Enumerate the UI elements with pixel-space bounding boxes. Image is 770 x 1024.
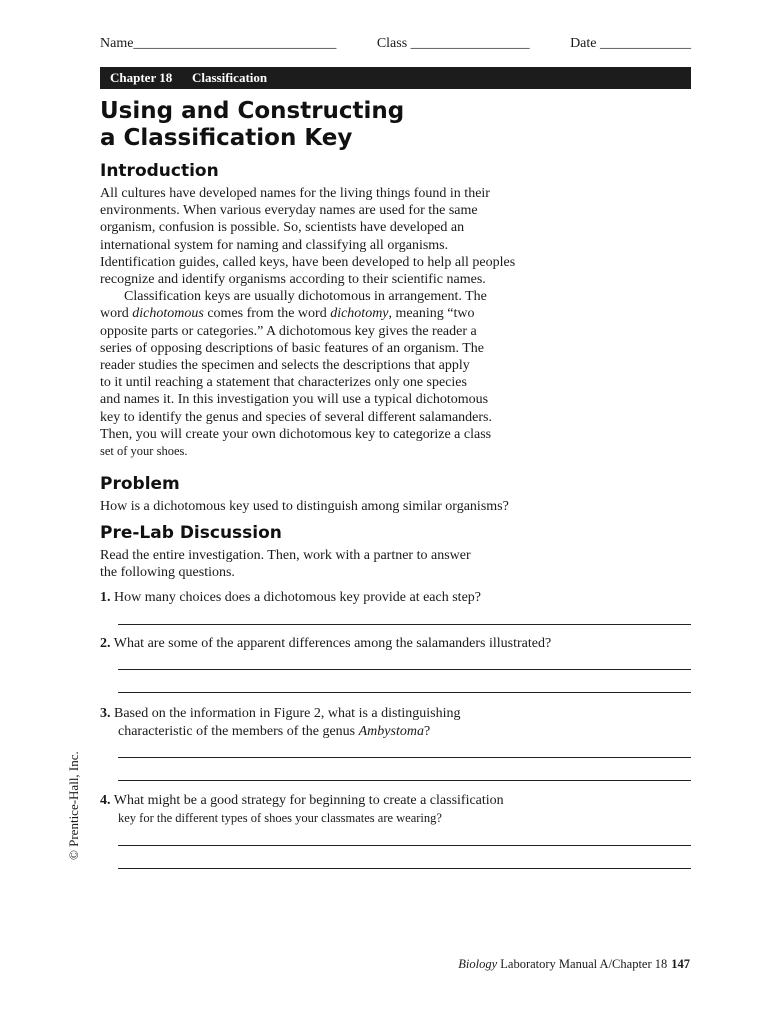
answer-line-3a[interactable] — [118, 757, 691, 758]
answer-line-1a[interactable] — [118, 624, 691, 625]
intro-line: key to identify the genus and species of several different salamanders. — [100, 409, 492, 425]
title-line-2: a Classification Key — [100, 125, 353, 151]
intro-line: word dichotomous comes from the word dichotomy, meaning “two — [100, 306, 475, 322]
answer-line-2b[interactable] — [118, 692, 691, 693]
prelab-intro-line: the following questions. — [100, 565, 235, 581]
problem-text — [100, 498, 691, 515]
question-number: 2. — [100, 636, 111, 651]
answer-line-4b[interactable] — [118, 868, 691, 869]
question-2 — [100, 635, 691, 653]
answer-line-2a[interactable] — [118, 669, 691, 670]
intro-line: All cultures have developed names for the living things found in their — [100, 186, 490, 201]
question-number: 3. — [100, 706, 111, 721]
intro-line: environments. When various everyday names are used for the same — [100, 203, 478, 219]
intro-line: Classification keys are usually dichotomous in arrangement. The — [124, 289, 487, 305]
chapter-banner — [100, 67, 691, 89]
class-field[interactable]: Class _________________ — [376, 36, 530, 51]
intro-line: opposite parts or categories.” A dichotomous key gives the reader a — [100, 323, 477, 339]
question-text-line-2: characteristic of the members of the genus Ambystoma? — [118, 723, 431, 739]
prelab-intro — [100, 547, 580, 581]
chapter-title: Classification — [192, 70, 268, 85]
intro-line: organism, confusion is possible. So, scientists have developed an — [100, 220, 465, 236]
intro-line: and names it. In this investigation you will use a typical dichotomous — [100, 392, 489, 408]
copyright-notice: © Prentice-Hall, Inc. — [66, 751, 81, 860]
intro-line: to it until reaching a statement that characterizes only one species — [100, 375, 467, 391]
introduction-text — [100, 185, 580, 460]
problem-heading: Problem — [100, 474, 180, 494]
intro-line: recognize and identify organisms according to their scientific names. — [100, 272, 486, 288]
footer-book-title: Biology — [458, 957, 498, 971]
name-field[interactable]: Name_____________________________ — [100, 36, 337, 51]
question-number: 4. — [100, 793, 111, 808]
title-line-1: Using and Constructing — [100, 98, 405, 124]
prelab-heading: Pre-Lab Discussion — [100, 523, 282, 543]
prelab-intro-line: Read the entire investigation. Then, work with a partner to answer — [100, 548, 471, 563]
question-text: What are some of the apparent differences among the salamanders illustrated? — [113, 636, 552, 651]
page-title — [100, 98, 520, 152]
intro-line: Then, you will create your own dichotomous key to categorize a class — [100, 426, 492, 442]
question-number: 1. — [100, 590, 111, 605]
question-text: Based on the information in Figure 2, what is a distinguishing — [114, 706, 461, 721]
intro-line: set of your shoes. — [100, 444, 188, 459]
question-text: What might be a good strategy for beginning to create a classification — [113, 793, 504, 808]
intro-line: reader studies the specimen and selects the descriptions that apply — [100, 358, 470, 374]
page-footer — [458, 957, 690, 972]
chapter-number: Chapter 18 — [110, 70, 173, 85]
question-4 — [100, 792, 691, 827]
date-field[interactable]: Date _____________ — [570, 36, 691, 51]
intro-line: series of opposing descriptions of basic features of an organism. The — [100, 340, 485, 356]
answer-line-3b[interactable] — [118, 780, 691, 781]
question-text-line-2: key for the different types of shoes your classmates are wearing? — [118, 810, 442, 825]
intro-line: Identification guides, called keys, have been developed to help all peoples — [100, 254, 516, 270]
intro-line: international system for naming and classifying all organisms. — [100, 237, 449, 253]
question-text: How many choices does a dichotomous key provide at each step? — [114, 590, 482, 605]
introduction-heading: Introduction — [100, 161, 219, 181]
student-info-header — [100, 36, 691, 52]
footer-manual: Laboratory Manual A/Chapter 18 — [497, 957, 668, 971]
answer-line-4a[interactable] — [118, 845, 691, 846]
question-1 — [100, 589, 691, 607]
question-3 — [100, 705, 691, 740]
page-number: 147 — [671, 957, 690, 971]
problem-question: How is a dichotomous key used to distinguish among similar organisms? — [100, 499, 509, 514]
